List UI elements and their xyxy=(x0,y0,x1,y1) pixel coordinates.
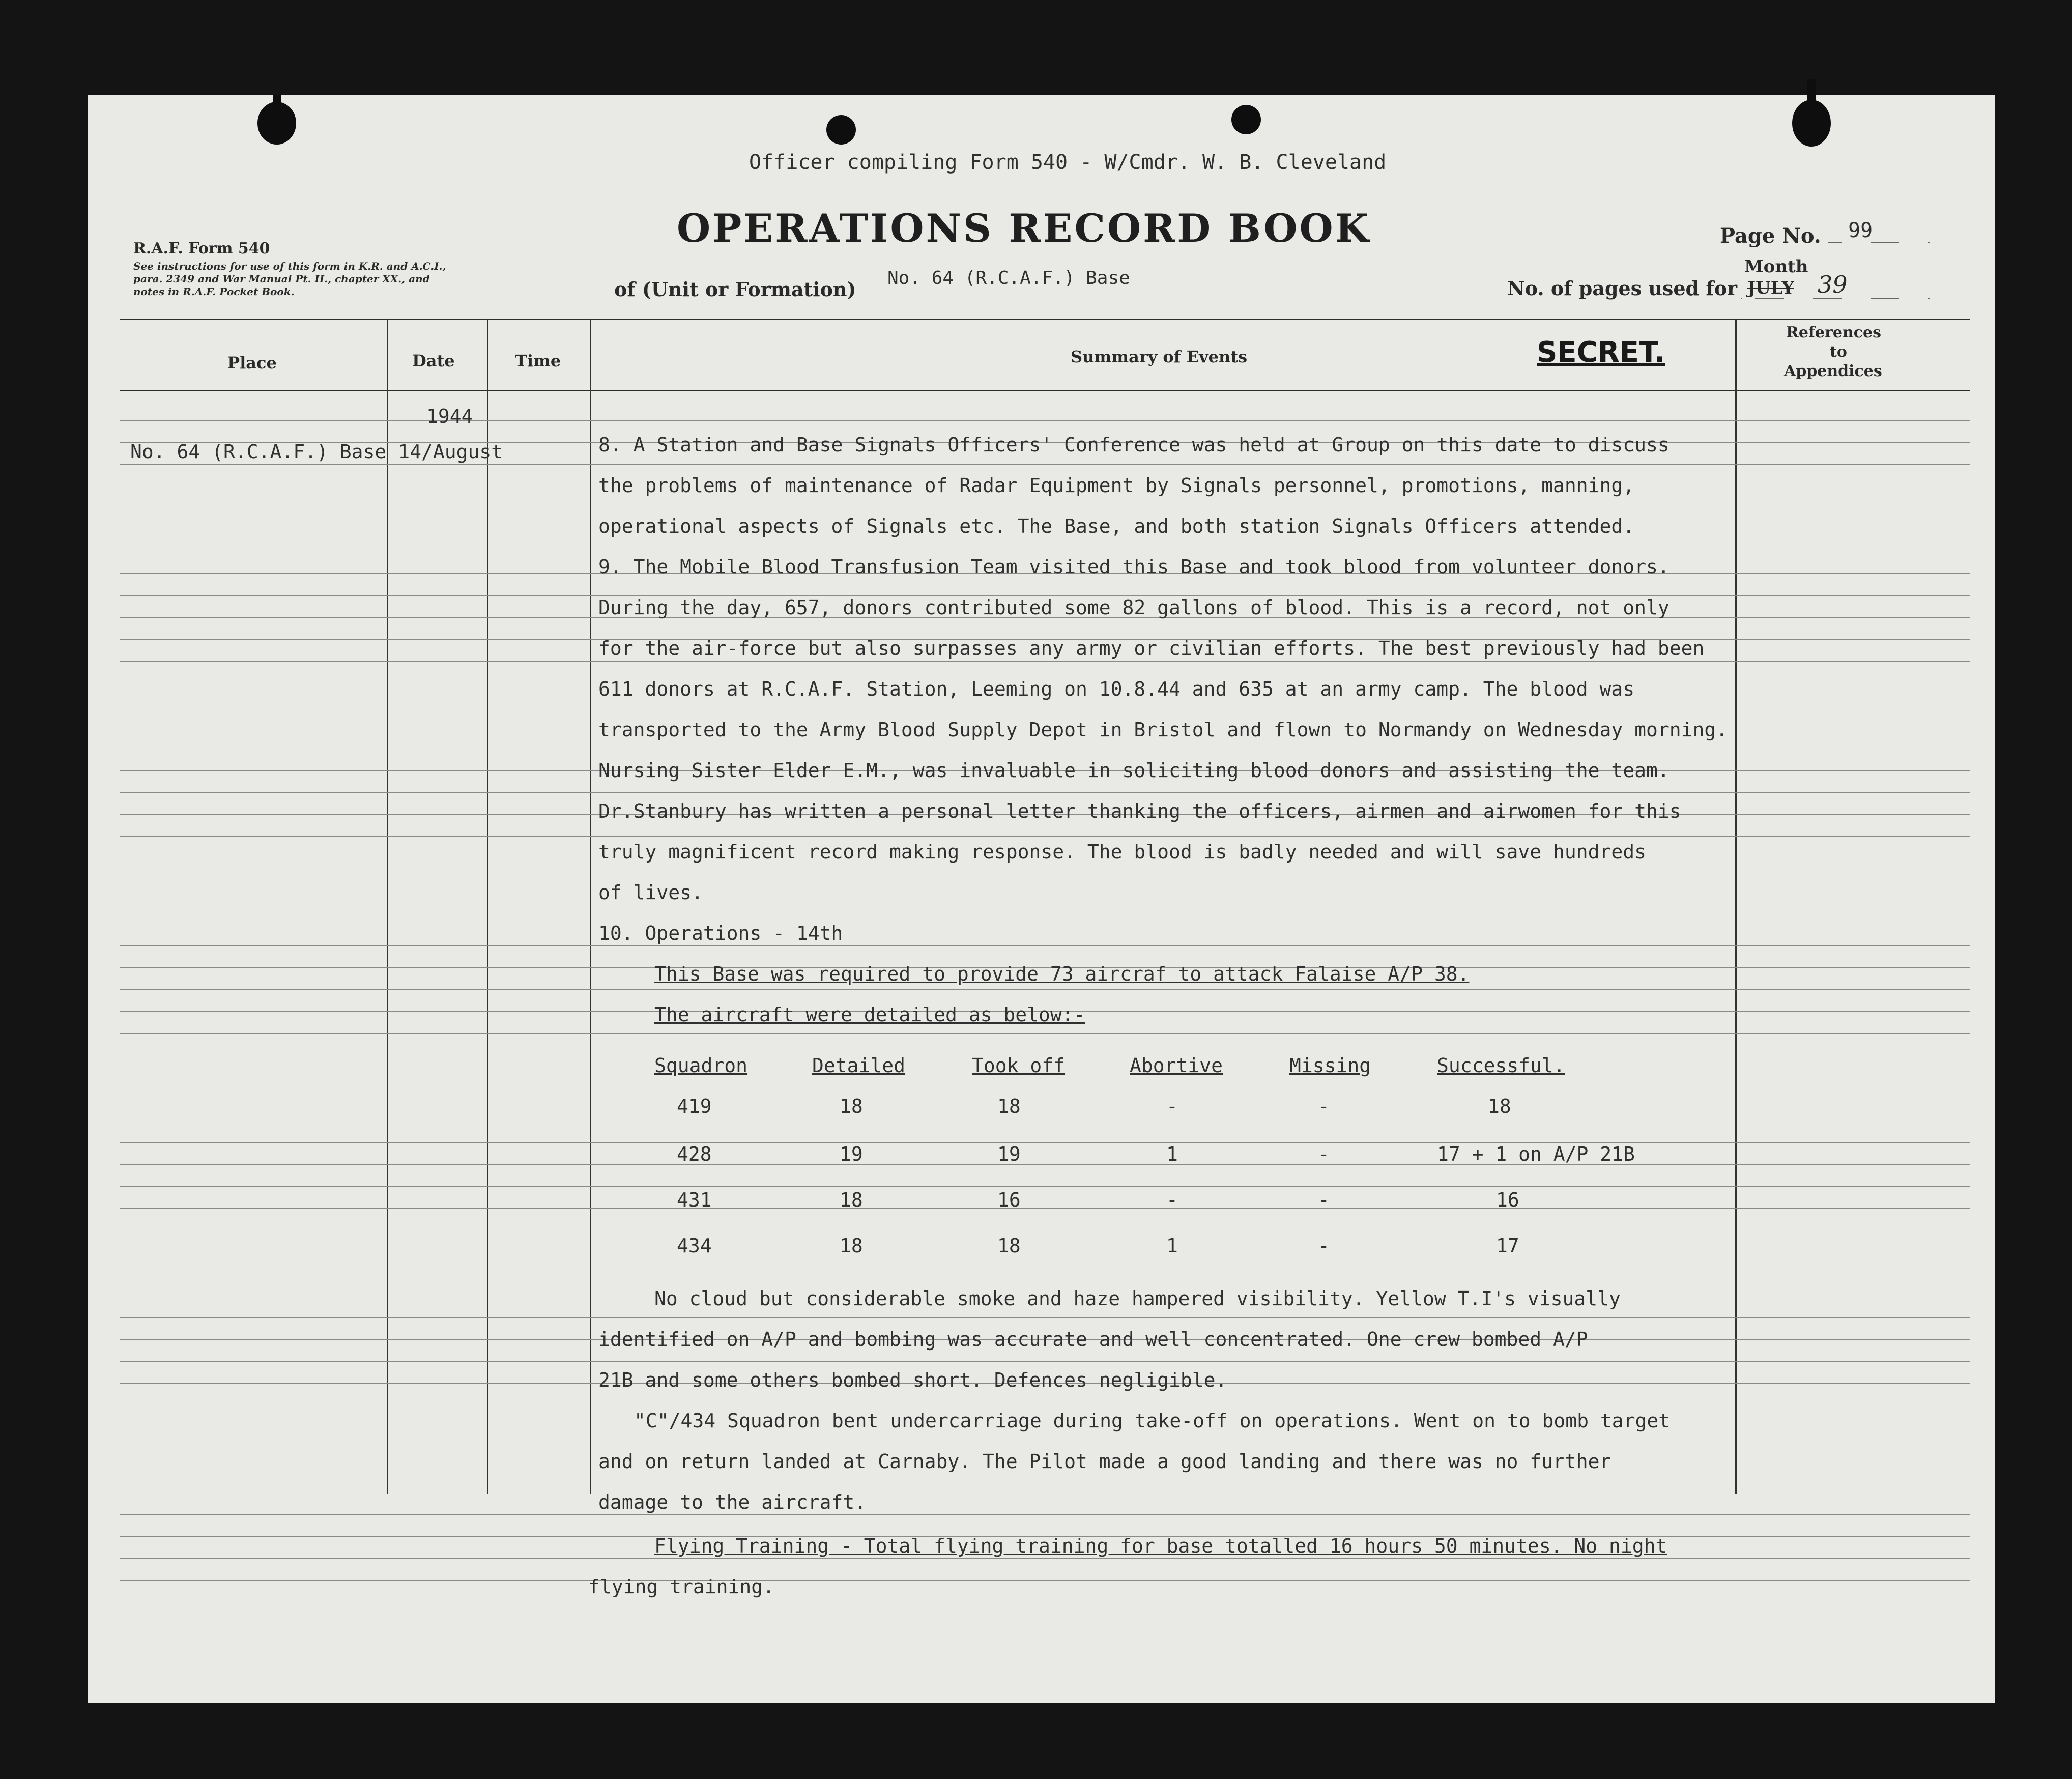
summary-line: flying training. xyxy=(588,1575,775,1598)
ruled-line xyxy=(120,595,1970,596)
compiler-line: Officer compiling Form 540 - W/Cmdr. W. B. Cleveland xyxy=(749,151,1387,174)
ruled-line xyxy=(120,1317,1970,1318)
cell-detailed: 19 xyxy=(840,1143,863,1165)
ruled-line xyxy=(120,1186,1970,1187)
summary-line: The aircraft were detailed as below:- xyxy=(654,1003,1085,1026)
cell-detailed: 18 xyxy=(840,1235,863,1257)
table-header-missing: Missing xyxy=(1289,1054,1371,1077)
summary-line: 611 donors at R.C.A.F. Station, Leeming on 10.8.44 and 635 at an army camp. The blood was xyxy=(598,678,1635,700)
pages-used-label: No. of pages used for xyxy=(1507,277,1738,300)
unit-label: of (Unit or Formation) xyxy=(614,278,856,301)
table-header-squadron: Squadron xyxy=(654,1054,748,1077)
entry-year: 1944 xyxy=(426,405,473,427)
cell-detailed: 18 xyxy=(840,1095,863,1117)
summary-line: Nursing Sister Elder E.M., was invaluable in soliciting blood donors and assisting the team. xyxy=(598,759,1670,782)
page-no-label: Page No. xyxy=(1720,224,1821,248)
cell-abortive: 1 xyxy=(1166,1143,1178,1165)
cell-successful: 16 xyxy=(1496,1189,1519,1211)
cell-squadron: 428 xyxy=(677,1143,712,1165)
cell-missing: - xyxy=(1318,1095,1330,1117)
cell-squadron: 431 xyxy=(677,1189,712,1211)
punch-hole-center-left xyxy=(826,115,856,145)
col-header-refs-3: Appendices xyxy=(1784,362,1882,380)
summary-line: transported to the Army Blood Supply Depot in Bristol and flown to Normandy on Wednesday morning. xyxy=(598,719,1728,741)
entry-place-date: No. 64 (R.C.A.F.) Base 14/August xyxy=(130,441,503,463)
pages-used-value: 39 xyxy=(1818,271,1848,298)
cell-squadron: 434 xyxy=(677,1235,712,1257)
cell-missing: - xyxy=(1318,1143,1330,1165)
summary-line: operational aspects of Signals etc. The Base, and both station Signals Officers attended. xyxy=(598,515,1635,537)
summary-line: for the air-force but also surpasses any army or civilian efforts. The best previously had been xyxy=(598,637,1705,659)
ruled-line xyxy=(120,792,1970,793)
ruled-line xyxy=(120,1142,1970,1143)
table-header-abortive: Abortive xyxy=(1130,1054,1223,1077)
form-note-3: notes in R.A.F. Pocket Book. xyxy=(133,285,295,298)
summary-line: This Base was required to provide 73 aircraf to attack Falaise A/P 38. xyxy=(654,963,1470,985)
punch-hole-center-right xyxy=(1231,105,1261,134)
cell-successful: 17 + 1 on A/P 21B xyxy=(1437,1143,1635,1165)
cell-missing: - xyxy=(1318,1189,1330,1211)
summary-line: 8. A Station and Base Signals Officers' Conference was held at Group on this date to discuss xyxy=(598,434,1670,456)
unit-value: No. 64 (R.C.A.F.) Base xyxy=(887,268,1130,289)
punch-hole-left xyxy=(257,102,296,145)
secret-stamp: SECRET. xyxy=(1537,336,1665,369)
summary-line: identified on A/P and bombing was accurate and well concentrated. One crew bombed A/P xyxy=(598,1328,1588,1351)
cell-successful: 18 xyxy=(1488,1095,1511,1117)
pages-dotted-line xyxy=(1741,298,1930,299)
summary-line: Dr.Stanbury has written a personal letter thanking the officers, airmen and airwomen for this xyxy=(598,800,1681,822)
ruled-line xyxy=(120,661,1970,662)
col-header-refs-1: References xyxy=(1786,324,1881,341)
ruled-line xyxy=(120,1580,1970,1581)
summary-line: No cloud but considerable smoke and haze hampered visibility. Yellow T.I's visually xyxy=(654,1287,1621,1310)
summary-line: 9. The Mobile Blood Transfusion Team visited this Base and took blood from volunteer donors. xyxy=(598,556,1670,578)
page-title: OPERATIONS RECORD BOOK xyxy=(677,206,1371,251)
summary-line: the problems of maintenance of Radar Equipment by Signals personnel, promotions, manning, xyxy=(598,474,1635,497)
cell-missing: - xyxy=(1318,1235,1330,1257)
ruled-line xyxy=(120,989,1970,990)
page-no-dotted-line xyxy=(1828,242,1930,243)
cell-abortive: - xyxy=(1166,1189,1178,1211)
page-no-value: 99 xyxy=(1848,219,1873,242)
operations-heading: 10. Operations - 14th xyxy=(598,922,843,944)
header-bottom-border xyxy=(120,390,1970,391)
ruled-line xyxy=(120,1208,1970,1209)
form-name: R.A.F. Form 540 xyxy=(133,240,270,257)
flying-training-line: Flying Training - Total flying training for base totalled 16 hours 50 minutes. No night xyxy=(654,1535,1667,1557)
cell-squadron: 419 xyxy=(677,1095,712,1117)
col-header-summary: Summary of Events xyxy=(1071,347,1248,366)
cell-took-off: 18 xyxy=(997,1095,1021,1117)
table-header-detailed: Detailed xyxy=(812,1054,906,1077)
record-sheet xyxy=(88,95,1995,1703)
ruled-line xyxy=(120,1164,1970,1165)
ruled-line xyxy=(120,464,1970,465)
col-header-place: Place xyxy=(227,353,277,372)
cell-detailed: 18 xyxy=(840,1189,863,1211)
header-top-border xyxy=(120,319,1970,320)
summary-line: 21B and some others bombed short. Defences negligible. xyxy=(598,1369,1227,1391)
cell-took-off: 18 xyxy=(997,1235,1021,1257)
summary-line: of lives. xyxy=(598,881,703,904)
cell-took-off: 16 xyxy=(997,1189,1021,1211)
form-note-2: para. 2349 and War Manual Pt. II., chapter XX., and xyxy=(133,273,430,285)
summary-line: truly magnificent record making response. The blood is badly needed and will save hundreds xyxy=(598,841,1647,863)
cell-abortive: - xyxy=(1166,1095,1178,1117)
ruled-line xyxy=(120,1558,1970,1559)
table-header-successful: Successful. xyxy=(1437,1054,1565,1077)
form-note-1: See instructions for use of this form in K.R. and A.C.I., xyxy=(133,260,446,272)
col-header-date: Date xyxy=(412,351,455,370)
ruled-line xyxy=(120,1033,1970,1034)
col-header-time: Time xyxy=(515,351,561,370)
ruled-line xyxy=(120,945,1970,946)
summary-line: damage to the aircraft. xyxy=(598,1491,867,1513)
cell-took-off: 19 xyxy=(997,1143,1021,1165)
month-value: JULY xyxy=(1747,278,1794,298)
ruled-line xyxy=(120,1361,1970,1362)
month-label: Month xyxy=(1744,256,1808,277)
summary-line: During the day, 657, donors contributed some 82 gallons of blood. This is a record, not only xyxy=(598,596,1670,619)
table-header-took-off: Took off xyxy=(972,1054,1066,1077)
cell-successful: 17 xyxy=(1496,1235,1519,1257)
punch-hole-right xyxy=(1792,100,1831,147)
summary-line: "C"/434 Squadron bent undercarriage during take-off on operations. Went on to bomb target xyxy=(634,1410,1671,1432)
summary-line: and on return landed at Carnaby. The Pilot made a good landing and there was no further xyxy=(598,1450,1611,1473)
col-header-refs-2: to xyxy=(1830,343,1847,361)
cell-abortive: 1 xyxy=(1166,1235,1178,1257)
ruled-line xyxy=(120,836,1970,837)
ruled-line xyxy=(120,1514,1970,1515)
ruled-line xyxy=(120,420,1970,421)
